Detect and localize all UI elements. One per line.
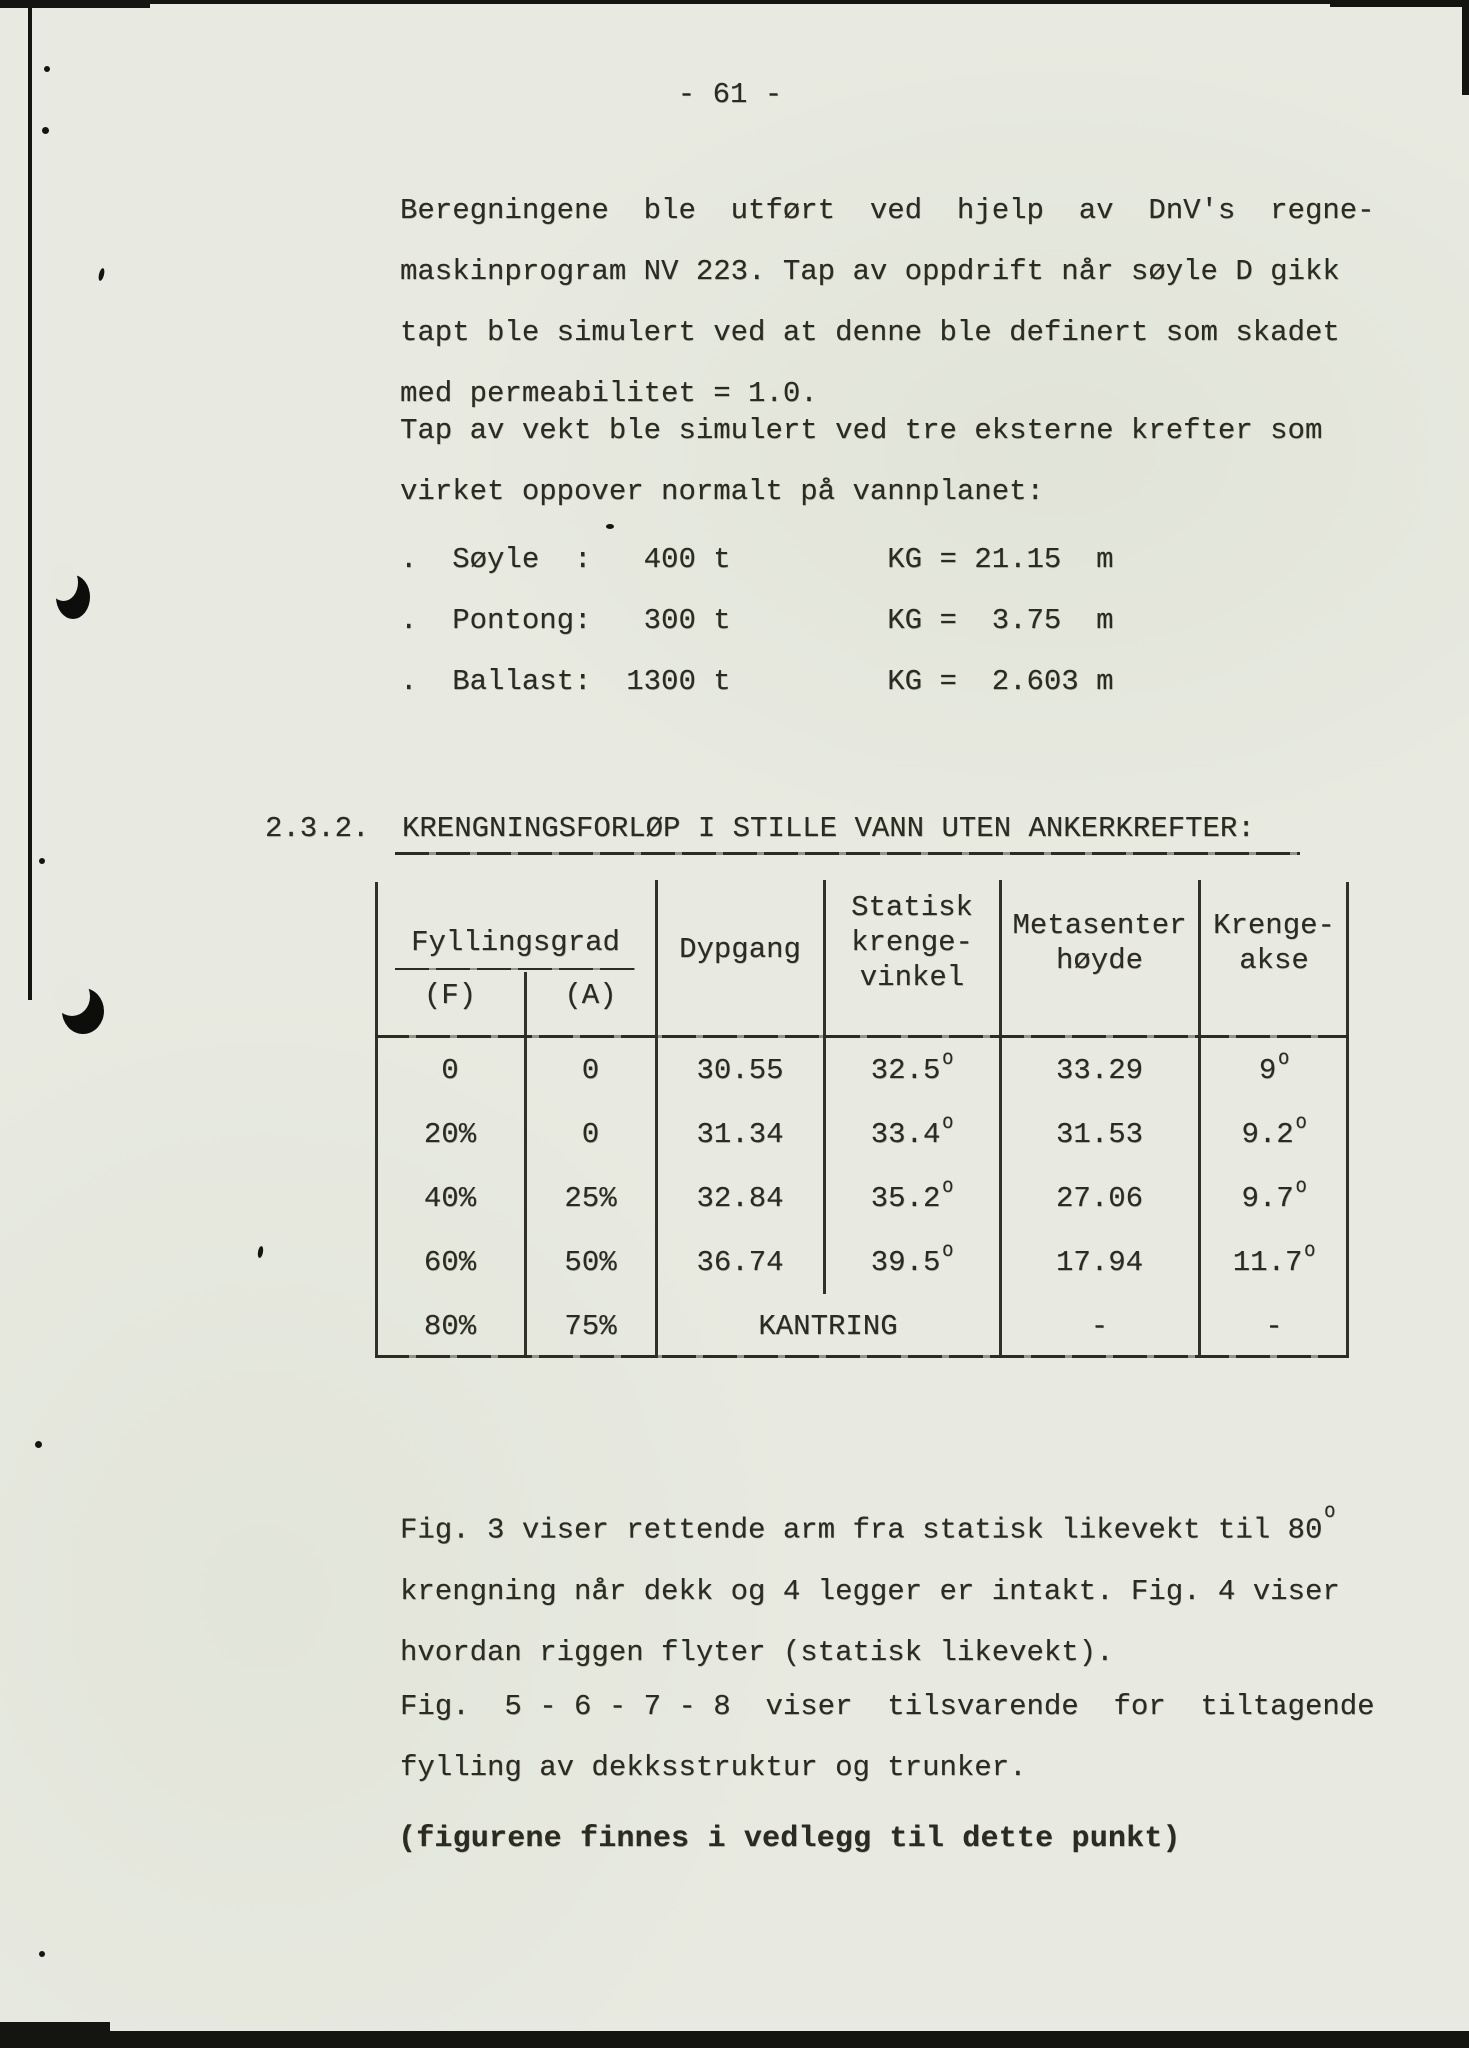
scan-speck: [39, 1951, 45, 1957]
scan-edge-bottom: [0, 2031, 1469, 2048]
scan-speck: [42, 127, 49, 134]
table-cell: 0: [581, 1053, 600, 1087]
table-cell: 36.74: [696, 1245, 784, 1279]
paragraph-fig5: [400, 1676, 1375, 1798]
table-cell: 9.7 $^O$: [1241, 1178, 1307, 1215]
scan-speck: [44, 66, 50, 72]
table-cell: 31.34: [696, 1117, 784, 1151]
table-cell: 27.06: [1055, 1181, 1143, 1215]
table-cell: 30.55: [696, 1053, 784, 1087]
section-title-underline: [395, 852, 1300, 855]
degree-symbol: O: [1295, 1114, 1307, 1135]
scan-speck: [257, 1246, 264, 1259]
text-line: virket oppover normalt på vannplanet:: [400, 475, 1044, 508]
text-line: . Ballast: 1300 t KG = 2.603 m: [400, 665, 1114, 698]
table-cell: 0: [581, 1117, 600, 1151]
text-line: Beregningene ble utført ved hjelp av DnV's regne-: [400, 194, 1375, 227]
section-title: KRENGNINGSFORLØP I STILLE VANN UTEN ANKERKREFTER:: [402, 812, 1255, 845]
table-cell: 33.29: [1055, 1053, 1143, 1087]
text-line: . Pontong: 300 t KG = 3.75 m: [400, 604, 1114, 637]
table-cell: 35.2 $^O$: [870, 1178, 954, 1215]
degree-symbol: O: [1278, 1050, 1290, 1071]
table-cell: 39.5 $^O$: [870, 1242, 954, 1279]
table-cell: 40%: [423, 1181, 477, 1215]
table-header-statisk-krengevinkel: [824, 890, 1000, 995]
table-cell: -: [1090, 1309, 1109, 1343]
text-line: krenge-: [851, 926, 973, 959]
table-cell: -: [1265, 1309, 1283, 1343]
table-cell: KANTRING: [758, 1309, 898, 1343]
stability-table: [375, 880, 1349, 1358]
table-cell: 32.84: [696, 1181, 784, 1215]
figures-note: (figurene finnes i vedlegg til dette punkt): [398, 1822, 1181, 1856]
force-list: [400, 529, 1114, 712]
table-header-fyllingsgrad: Fyllingsgrad: [411, 926, 620, 959]
text-line: Krenge-: [1213, 909, 1335, 942]
scan-edge-top-right: [1330, 0, 1469, 7]
scan-speck: [39, 858, 45, 864]
text-line: Fig. 3 viser rettende arm fra statisk likevekt til $80^O$: [400, 1503, 1336, 1547]
table-header-krenge-akse: [1199, 908, 1349, 978]
table-cell: 11.7 $^O$: [1232, 1242, 1316, 1279]
scan-edge-left-line: [28, 0, 32, 1000]
fyllingsgrad-underline: [395, 968, 635, 970]
table-cell: 31.53: [1055, 1117, 1143, 1151]
ink-blot-mark: [56, 575, 90, 619]
text-line: hvordan riggen flyter (statisk likevekt).: [400, 1635, 1114, 1669]
degree-symbol: O: [942, 1242, 954, 1263]
text-line: tapt ble simulert ved at denne ble definert som skadet: [400, 316, 1340, 349]
text-line: Metasenter: [1012, 909, 1187, 942]
ink-blot-mark: [62, 988, 104, 1034]
scan-edge-right-sliver: [1462, 0, 1469, 95]
degree-symbol: O: [942, 1178, 954, 1199]
page-number: - 61 -: [677, 78, 783, 111]
degree-symbol: O: [942, 1114, 954, 1135]
table-cell: 33.4 $^O$: [870, 1114, 954, 1151]
section-number: 2.3.2.: [265, 812, 370, 845]
text-line: høyde: [1055, 944, 1143, 977]
paragraph-fig3: [400, 1493, 1340, 1683]
text-line: Statisk: [851, 891, 973, 924]
text-line: Dypgang: [679, 933, 801, 966]
text-line: Tap av vekt ble simulert ved tre eksterne krefter som: [400, 414, 1323, 447]
text-line: vinkel: [859, 961, 965, 994]
table-cell: 17.94: [1055, 1245, 1143, 1279]
degree-symbol: O: [1295, 1178, 1307, 1199]
table-cell: 32.5 $^O$: [870, 1050, 954, 1087]
scan-speck: [35, 1441, 42, 1448]
table-cell: 9.2 $^O$: [1241, 1114, 1307, 1151]
scan-edge-bottom-left: [0, 2022, 110, 2048]
text-line: akse: [1239, 944, 1309, 977]
table-body: [375, 1038, 1349, 1358]
degree-symbol: O: [1324, 1503, 1336, 1524]
text-line: maskinprogram NV 223. Tap av oppdrift når søyle D gikk: [400, 255, 1340, 288]
text-line: med permeabilitet = 1.0.: [400, 377, 818, 410]
table-cell: 9 $^O$: [1258, 1050, 1290, 1087]
scan-edge-top: [0, 0, 1469, 4]
table-cell: 0: [441, 1053, 459, 1087]
text-line: Fig. 5 - 6 - 7 - 8 viser tilsvarende for tiltagende: [400, 1690, 1375, 1723]
scan-edge-top-left: [0, 0, 150, 8]
table-cell: 75%: [564, 1309, 617, 1343]
table-cell: 25%: [564, 1181, 617, 1215]
table-header-dypgang: [656, 932, 824, 967]
table-header-metasenter-hoyde: [1000, 908, 1199, 978]
table-cell: 60%: [423, 1245, 477, 1279]
degree-symbol: O: [1304, 1242, 1316, 1263]
text-line: fylling av dekksstruktur og trunker.: [400, 1751, 1027, 1784]
table-cell: 50%: [564, 1245, 617, 1279]
table-subheader-f: (F): [423, 979, 477, 1012]
text-line: krengning når dekk og 4 legger er intakt. Fig. 4 viser: [400, 1574, 1340, 1608]
text-line: . Søyle : 400 t KG = 21.15 m: [400, 543, 1114, 576]
scan-speck: [98, 268, 106, 282]
table-subheader-a: (A): [564, 979, 617, 1012]
table-cell: 80%: [423, 1309, 477, 1343]
degree-symbol: O: [942, 1050, 954, 1071]
table-cell: 20%: [423, 1117, 477, 1151]
paragraph-intro: [400, 180, 1375, 424]
paragraph-weight-loss: [400, 400, 1322, 522]
